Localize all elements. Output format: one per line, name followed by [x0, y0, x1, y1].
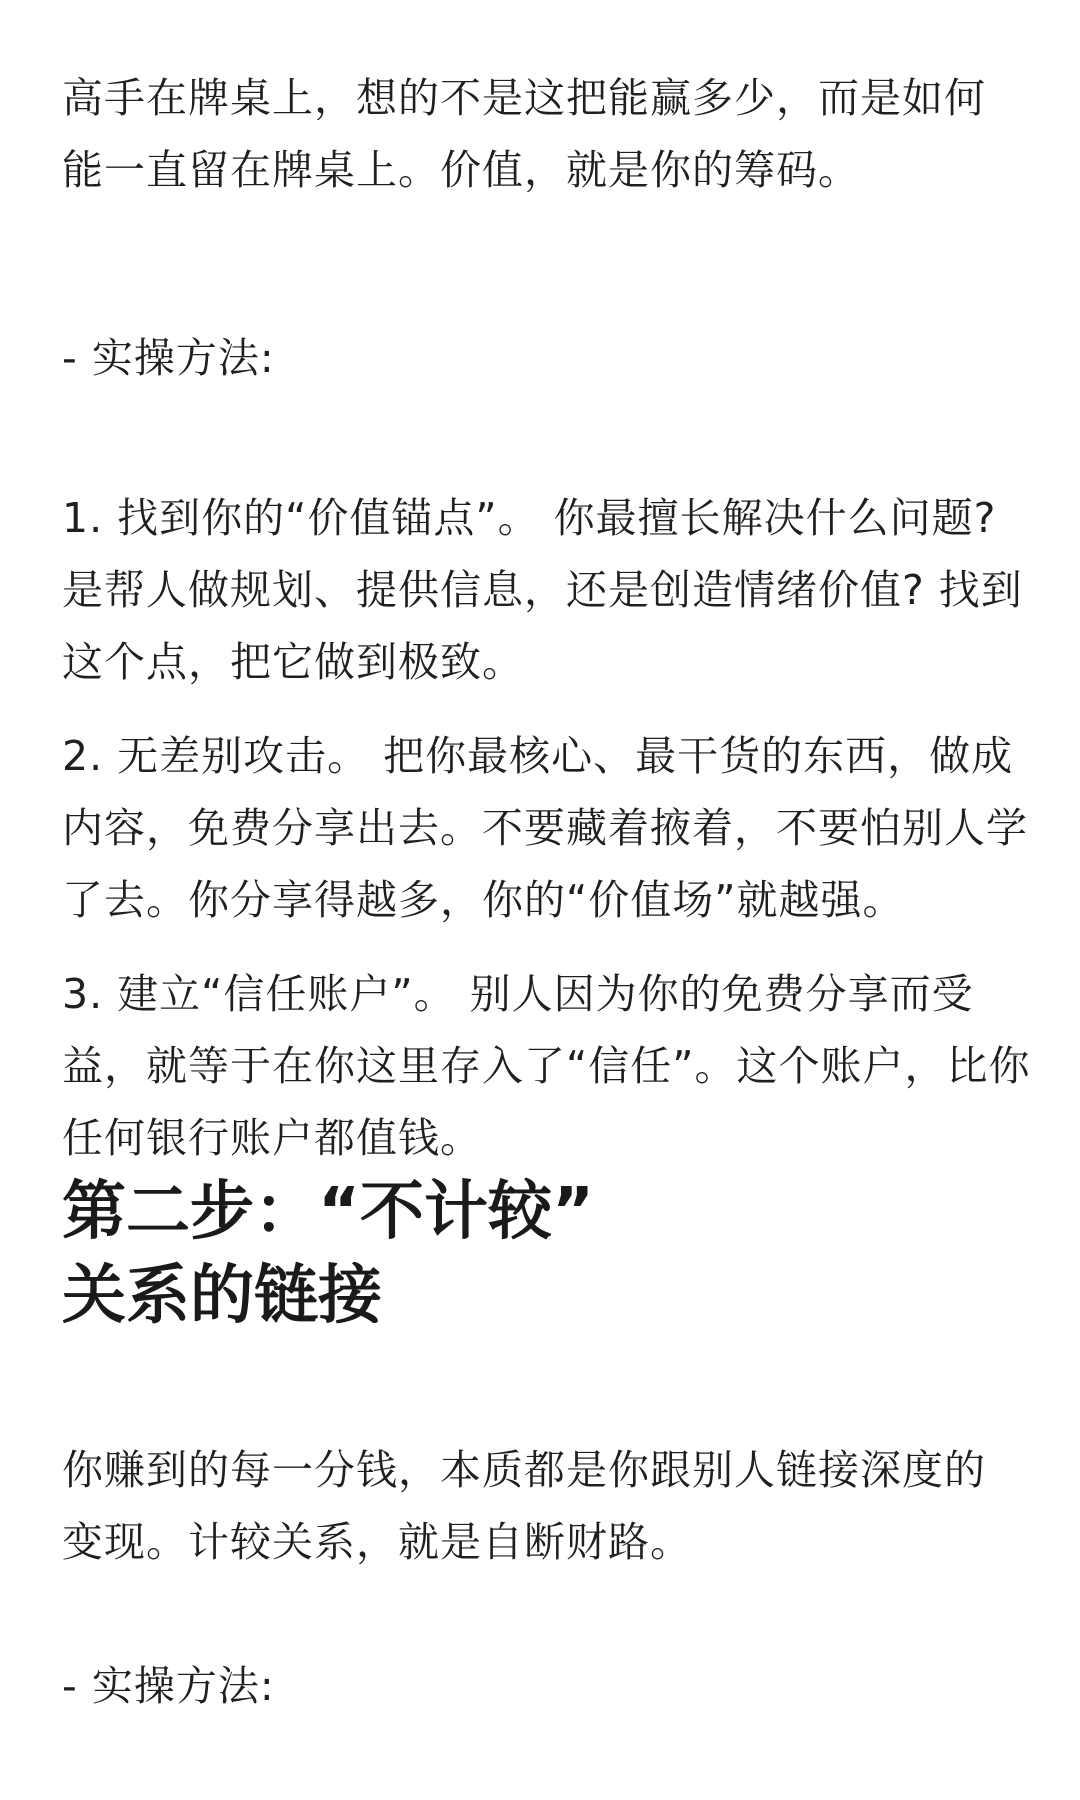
text-line: 是帮人做规划、提供信息，还是创造情绪价值? 找到	[62, 566, 1023, 614]
text-line: 这个点，把它做到极致。	[62, 638, 524, 686]
list-item-1	[62, 482, 1028, 698]
list-item-2	[62, 720, 1028, 936]
text-line: 3. 建立“信任账户”。 别人因为你的免费分享而受	[62, 970, 974, 1018]
text-line: 了去。你分享得越多，你的“价值场”就越强。	[62, 876, 905, 924]
method-label: - 实操方法:	[62, 334, 275, 382]
text-line: 能一直留在牌桌上。价值，就是你的筹码。	[62, 146, 860, 194]
method-label: - 实操方法:	[62, 1662, 275, 1710]
intro-paragraph	[62, 62, 1028, 206]
text-line: 1. 找到你的“价值锚点”。 你最擅长解决什么问题?	[62, 494, 997, 542]
section-heading	[62, 1170, 1028, 1338]
heading-line: 第二步：“不计较”	[62, 1175, 595, 1249]
list-item-3	[62, 958, 1031, 1174]
text-line: 你赚到的每一分钱，本质都是你跟别人链接深度的	[62, 1446, 986, 1494]
text-line: 任何银行账户都值钱。	[62, 1114, 482, 1162]
section-paragraph	[62, 1434, 1028, 1578]
text-line: 2. 无差别攻击。 把你最核心、最干货的东西，做成	[62, 732, 1014, 780]
text-line: 内容，免费分享出去。不要藏着掖着，不要怕别人学	[62, 804, 1028, 852]
heading-line: 关系的链接	[62, 1259, 382, 1333]
text-line: 变现。计较关系，就是自断财路。	[62, 1518, 692, 1566]
text-line: 高手在牌桌上，想的不是这把能赢多少，而是如何	[62, 74, 986, 122]
text-line: 益，就等于在你这里存入了“信任”。这个账户，比你	[62, 1042, 1031, 1090]
